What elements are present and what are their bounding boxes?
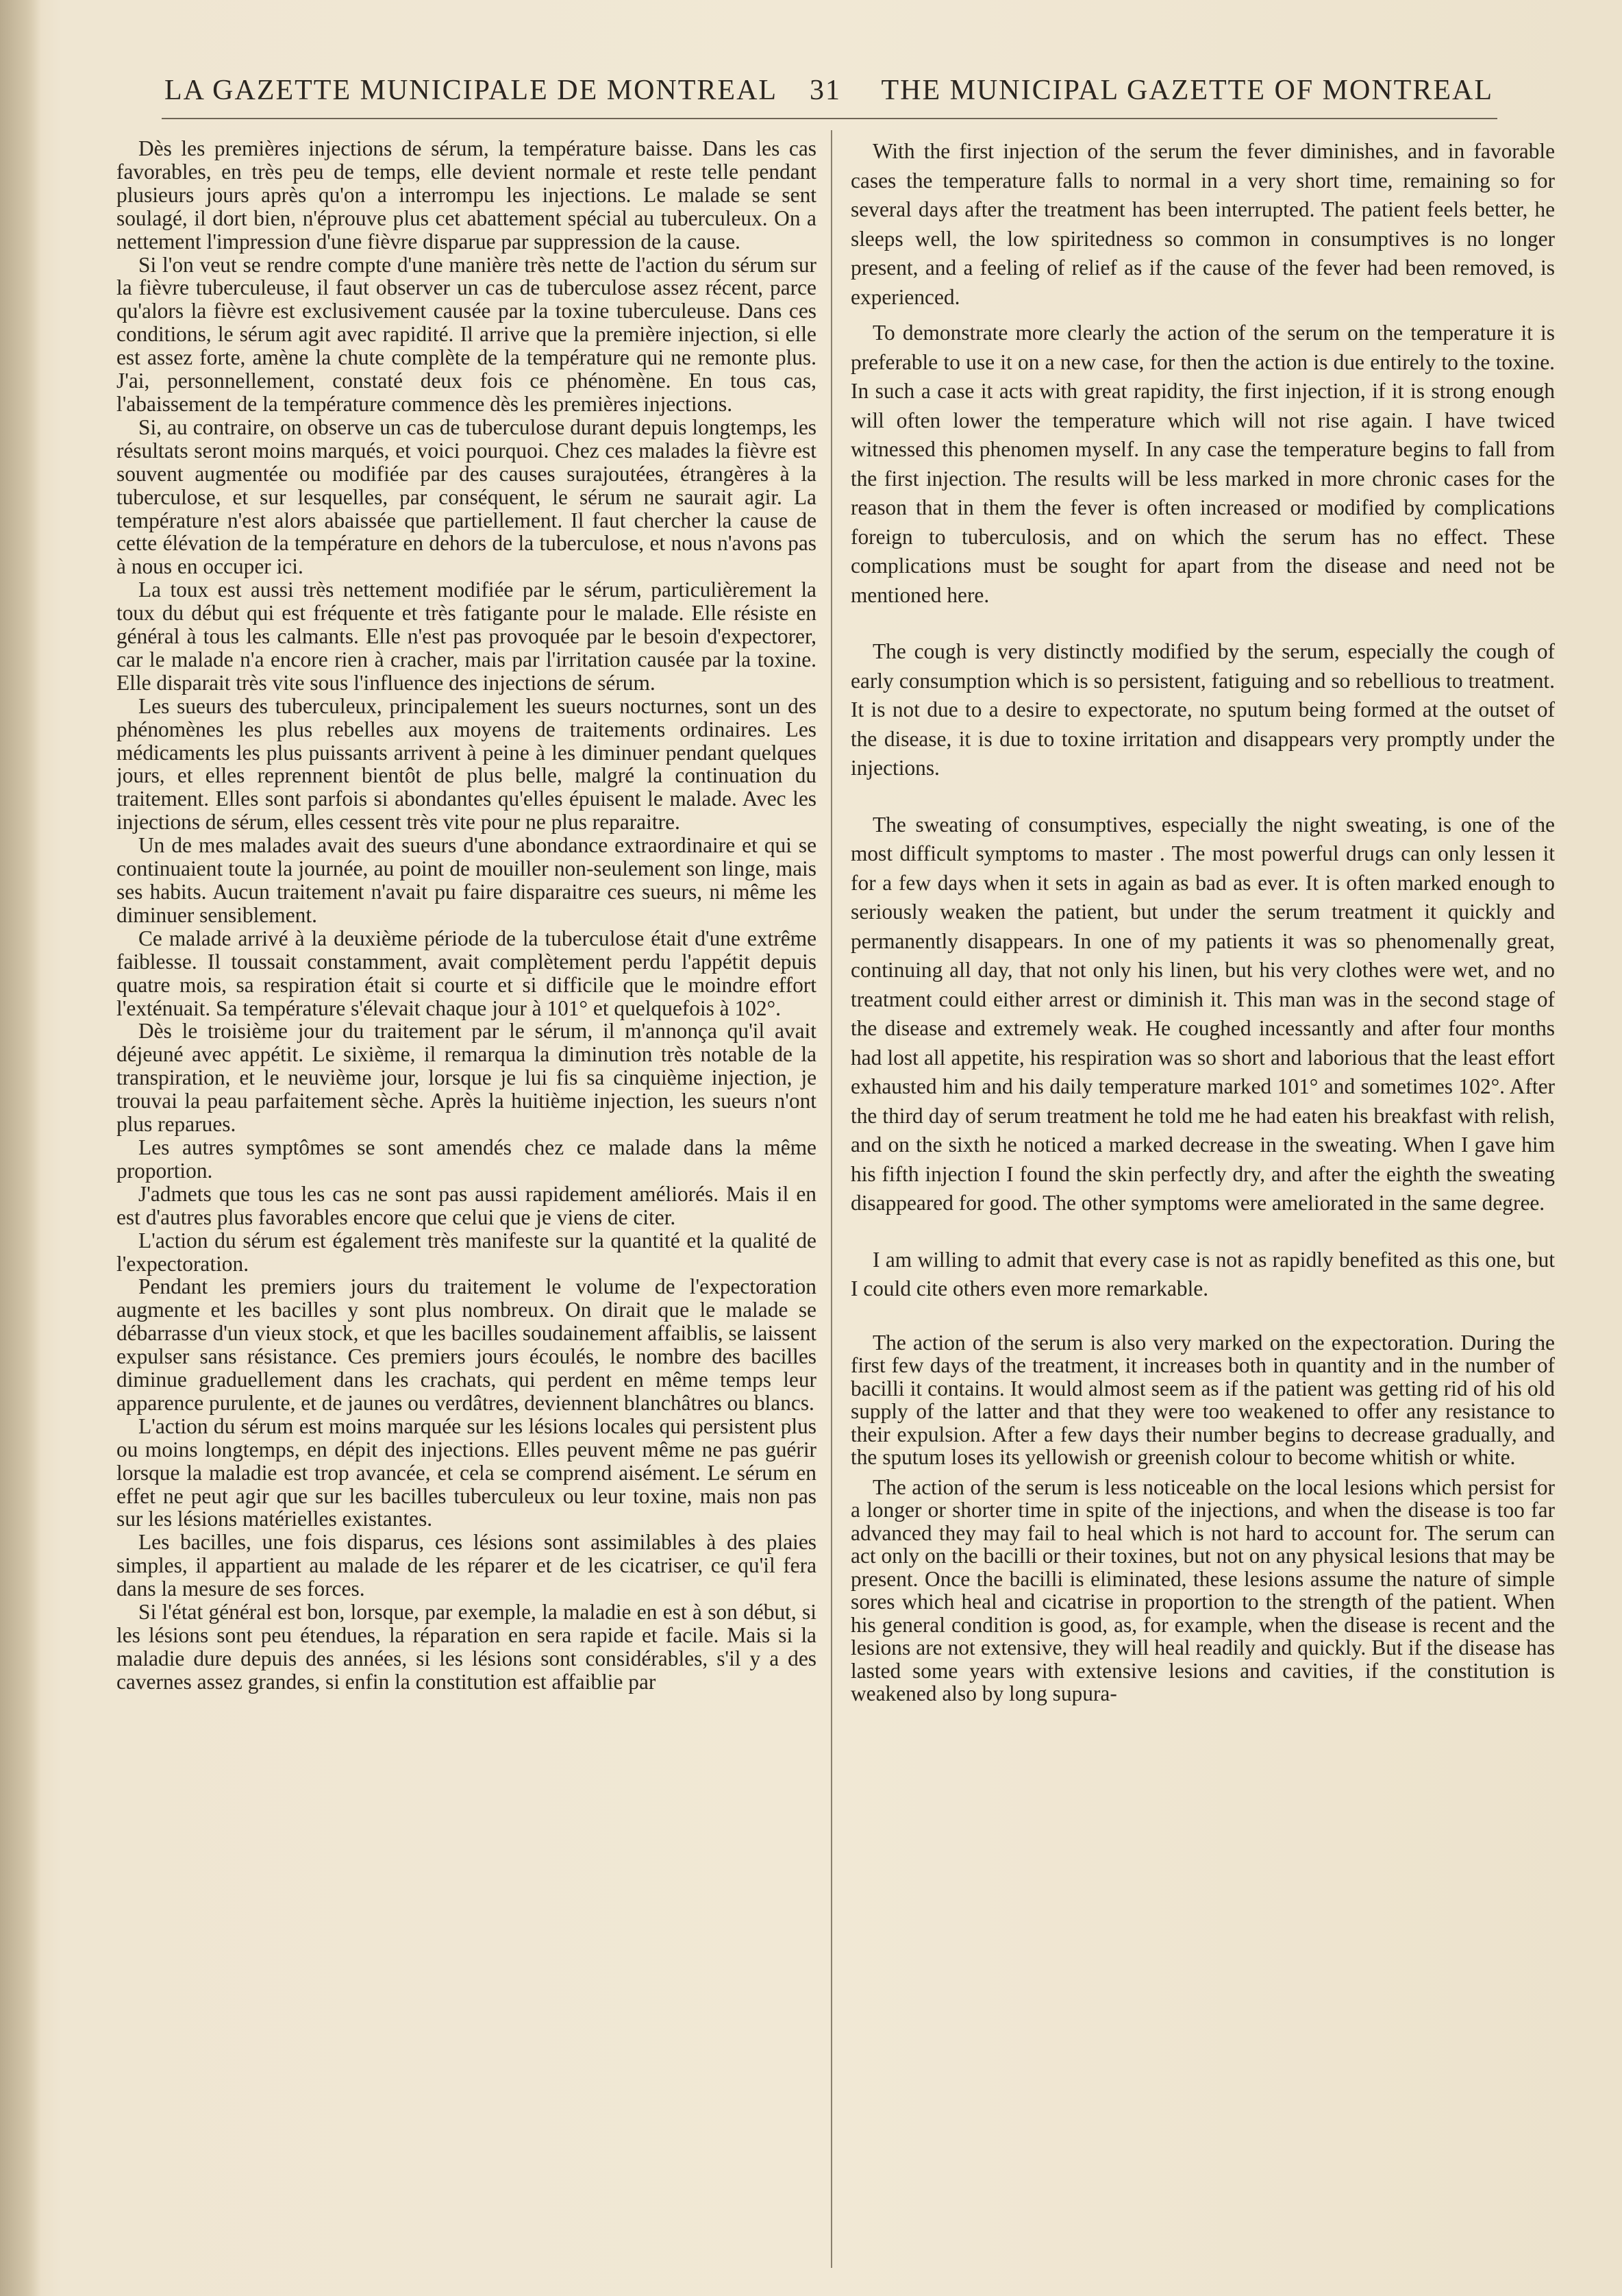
fr-paragraph: Dès le troisième jour du traitement par le sérum, il m'annonça qu'il avait déjeuné avec appétit. Le sixième, il remarqua la diminution très notable de la transpiration, et le neuvième jour, lorsque je lui fis sa cinquième injection, je trouvai la peau parfaitement sèche. Après la huitième injection, les sueurs n'ont plus reparues. bbox=[116, 1019, 816, 1137]
fr-paragraph: Si, au contraire, on observe un cas de tuberculose durant depuis longtemps, les résultats seront moins marqués, et voici pourquoi. Chez ces malades la fièvre est souvent augmentée ou modifiée par des causes surajoutées, étrangères à la tuberculose, et sur lesquelles, par conséquent, le sérum ne saurait agir. La température n'est alors abaissée que partiellement. Il faut chercher la cause de cette élévation de la température en dehors de la tuberculose, et nous n'avons pas à nous en occuper ici. bbox=[116, 415, 816, 579]
en-paragraph: With the first injection of the serum the fever diminishes, and in favorable cases the temperature falls to normal in a very short time, remaining so for several days after the treatment has been interrupted. The patient feels better, he sleeps well, the low spiritedness so common in consumptives is no longer present, and a feeling of relief as if the cause of the fever had been removed, is experienced. bbox=[851, 139, 1555, 309]
fr-paragraph: Un de mes malades avait des sueurs d'une abondance extraordinaire et qui se continuaient toute la journée, au point de mouiller non-seulement son linge, mais ses habits. Aucun traitement n'avait pu faire disparaitre ces sueurs, ni même les diminuer sensiblement. bbox=[116, 833, 816, 927]
header-french-title: LA GAZETTE MUNICIPALE DE MONTREAL bbox=[164, 75, 778, 106]
column-divider bbox=[831, 130, 832, 2268]
fr-paragraph: Dès les premières injections de sérum, la température baisse. Dans les cas favorables, en très peu de temps, elle devient normale et reste telle pendant plusieurs jours après qu'on a interrompu les injections. Le malade se sent soulagé, il dort bien, n'éprouve plus cet abattement spécial au tuberculeux. On a nettement l'impression d'une fièvre disparue par suppression de la cause. bbox=[116, 137, 816, 254]
fr-paragraph: J'admets que tous les cas ne sont pas aussi rapidement améliorés. Mais il en est d'autres plus favorables encore que celui que je viens de citer. bbox=[116, 1181, 816, 1229]
fr-paragraph: Les bacilles, une fois disparus, ces lésions sont assimilables à des plaies simples, il appartient au malade de les réparer et de les cicatriser, ce qu'il fera dans la mesure de ses forces. bbox=[116, 1530, 816, 1601]
en-paragraph: I am willing to admit that every case is not as rapidly benefited as this one, but I could cite others even more remarkable. bbox=[851, 1247, 1555, 1300]
fr-paragraph: Les autres symptômes se sont amendés chez ce malade dans la même proportion. bbox=[116, 1135, 816, 1183]
fr-paragraph: Pendant les premiers jours du traitement le volume de l'expectoration augmente et les bacilles y sont plus nombreux. On dirait que le malade se débarrasse d'un vieux stock, et que les bacilles soudainement affaiblis, se laissent expulser sans résistance. Ces premiers jours écoulés, le nombre des bacilles diminue graduellement dans les crachats, qui perdent en même temps leur apparence purulente, et de jaunes ou verdâtres, deviennent blanchâtres ou blancs. bbox=[116, 1274, 816, 1415]
header-rule bbox=[162, 118, 1497, 119]
en-paragraph: The sweating of consumptives, especially the night sweating, is one of the most difficult symptoms to master . The most powerful drugs can only lessen it for a few days when it sets in again as bad as ever. It is often marked enough to seriously weaken the patient, but under the serum treatment it quickly and permanently disappears. In one of my patients it was so phenomenally great, continuing all day, that not only his linen, but his very clothes were wet, and no treatment could either arrest or diminish it. This man was in the second stage of the disease and extremely weak. He coughed incessantly and after four months had lost all appetite, his respiration was so short and laborious that the least effort exhausted him and his daily temperature marked 101° and sometimes 102°. After the third day of serum treatment he told me he had eaten his breakfast with relish, and on the sixth he noticed a marked decrease in the sweating. When I gave him his fifth injection I found the skin perfectly dry, and after the eighth the sweating disappeared for good. The other symptoms were ameliorated in the same degree. bbox=[851, 812, 1555, 1215]
fr-paragraph: Si l'état général est bon, lorsque, par exemple, la maladie en est à son début, si les lésions sont peu étendues, la réparation en sera rapide et facile. Mais si la maladie dure depuis des années, si les lésions sont considérables, s'il y a des cavernes assez grandes, si enfin la constitution est affaiblie par bbox=[116, 1600, 816, 1694]
en-paragraph: The action of the serum is also very marked on the expectoration. During the first few days of the treatment, it increases both in quantity and in the number of bacilli it contains. It would almost seem as if the patient was getting rid of his old supply of the latter and that they were too weakened to offer any resistance to their expulsion. After a few days their number begins to decrease gradually, and the sputum loses its yellowish or greenish colour to become whitish or white. bbox=[851, 1330, 1555, 1469]
french-column bbox=[116, 137, 816, 2234]
header-english-title: THE MUNICIPAL GAZETTE OF MONTREAL bbox=[881, 75, 1493, 106]
english-column bbox=[851, 137, 1555, 2227]
fr-paragraph: Ce malade arrivé à la deuxième période de la tuberculose était d'une extrême faiblesse. Il toussait constamment, avait complètement perdu l'appétit depuis quatre mois, sa respiration était si courte et si difficile que le moindre effort l'exténuait. Sa température s'élevait chaque jour à 101° et quelquefois à 102°. bbox=[116, 926, 816, 1020]
page-number: 31 bbox=[810, 75, 841, 106]
en-paragraph: The cough is very distinctly modified by the serum, especially the cough of early consumption which is so persistent, fatiguing and so rebellious to treatment. It is not due to a desire to expectorate, no sputum being formed at the outset of the disease, it is due to toxine irritation and disappears very promptly under the injections. bbox=[851, 639, 1555, 780]
fr-paragraph: La toux est aussi très nettement modifiée par le sérum, particulièrement la toux du début qui est fréquente et très fatigante pour le malade. Elle résiste en général à tous les calmants. Elle n'est pas provoquée par le besoin d'expectorer, car le malade n'a encore rien à cracher, mais par l'irritation causée par la toxine. Elle disparait très vite sous l'influence des injections de sérum. bbox=[116, 578, 816, 695]
fr-paragraph: Les sueurs des tuberculeux, principalement les sueurs nocturnes, sont un des phénomènes les plus rebelles aux moyens de traitements ordinaires. Les médicaments les plus puissants arrivent à peine à les diminuer pendant quelques jours, et elles reprennent bientôt de plus belle, malgré la continuation du traitement. Elles sont parfois si abondantes qu'elles épuisent le malade. Avec les injections de sérum, elles cessent très vite pour ne plus reparaitre. bbox=[116, 693, 816, 835]
page-binding-shadow bbox=[0, 0, 41, 2296]
fr-paragraph: Si l'on veut se rendre compte d'une manière très nette de l'action du sérum sur la fièvre tuberculeuse, il faut observer un cas de tuberculose assez récent, parce qu'alors la fièvre est exclusivement causée par la toxine tuberculeuse. Dans ces conditions, le sérum agit avec rapidité. Il arrive que la première injection, si elle est assez forte, amène la chute complète de la température qui ne remonte plus. J'ai, personnellement, constaté deux fois ce phénomène. En tous cas, l'abaissement de la température commence dès les premières injections. bbox=[116, 252, 816, 416]
running-header bbox=[164, 74, 1493, 115]
fr-paragraph: L'action du sérum est également très manifeste sur la quantité et la qualité de l'expectoration. bbox=[116, 1228, 816, 1276]
fr-paragraph: L'action du sérum est moins marquée sur les lésions locales qui persistent plus ou moins longtemps, en dépit des injections. Elles peuvent même ne pas guérir lorsque la maladie est trop avancée, et cela se comprend aisément. Le sérum en effet ne peut agir que sur les bacilles tuberculeux ou leur toxine, mais non pas sur les lésions matérielles existantes. bbox=[116, 1414, 816, 1531]
en-paragraph: The action of the serum is less noticeable on the local lesions which persist for a longer or shorter time in spite of the injections, and when the disease is too far advanced they may fail to heal which is not hard to account for. The serum can act only on the bacilli or their toxines, but not on any physical lesions that may be present. Once the bacilli is eliminated, these lesions assume the nature of simple sores which heal and cicatrise in proportion to the strength of the patient. When his general condition is good, as, for example, when the disease is recent and the lesions are not extensive, they will heal readily and quickly. But if the disease has lasted some years with extensive lesions and cavities, if the constitution is weakened also by long supura- bbox=[851, 1474, 1555, 1705]
en-paragraph: To demonstrate more clearly the action of the serum on the temperature it is preferable to use it on a new case, for then the action is due entirely to the toxine. In such a case it acts with great rapidity, the first injection, if it is strong enough will often lower the temperature which will not rise again. I have twiced witnessed this phenomen myself. In any case the temperature begins to fall from the first injection. The results will be less marked in more chronic cases for the reason that in them the fever is often increased or modified by complications foreign to tuberculosis, and on which the serum has no effect. These complications must be sought for apart from the disease and need not be mentioned here. bbox=[851, 321, 1555, 607]
